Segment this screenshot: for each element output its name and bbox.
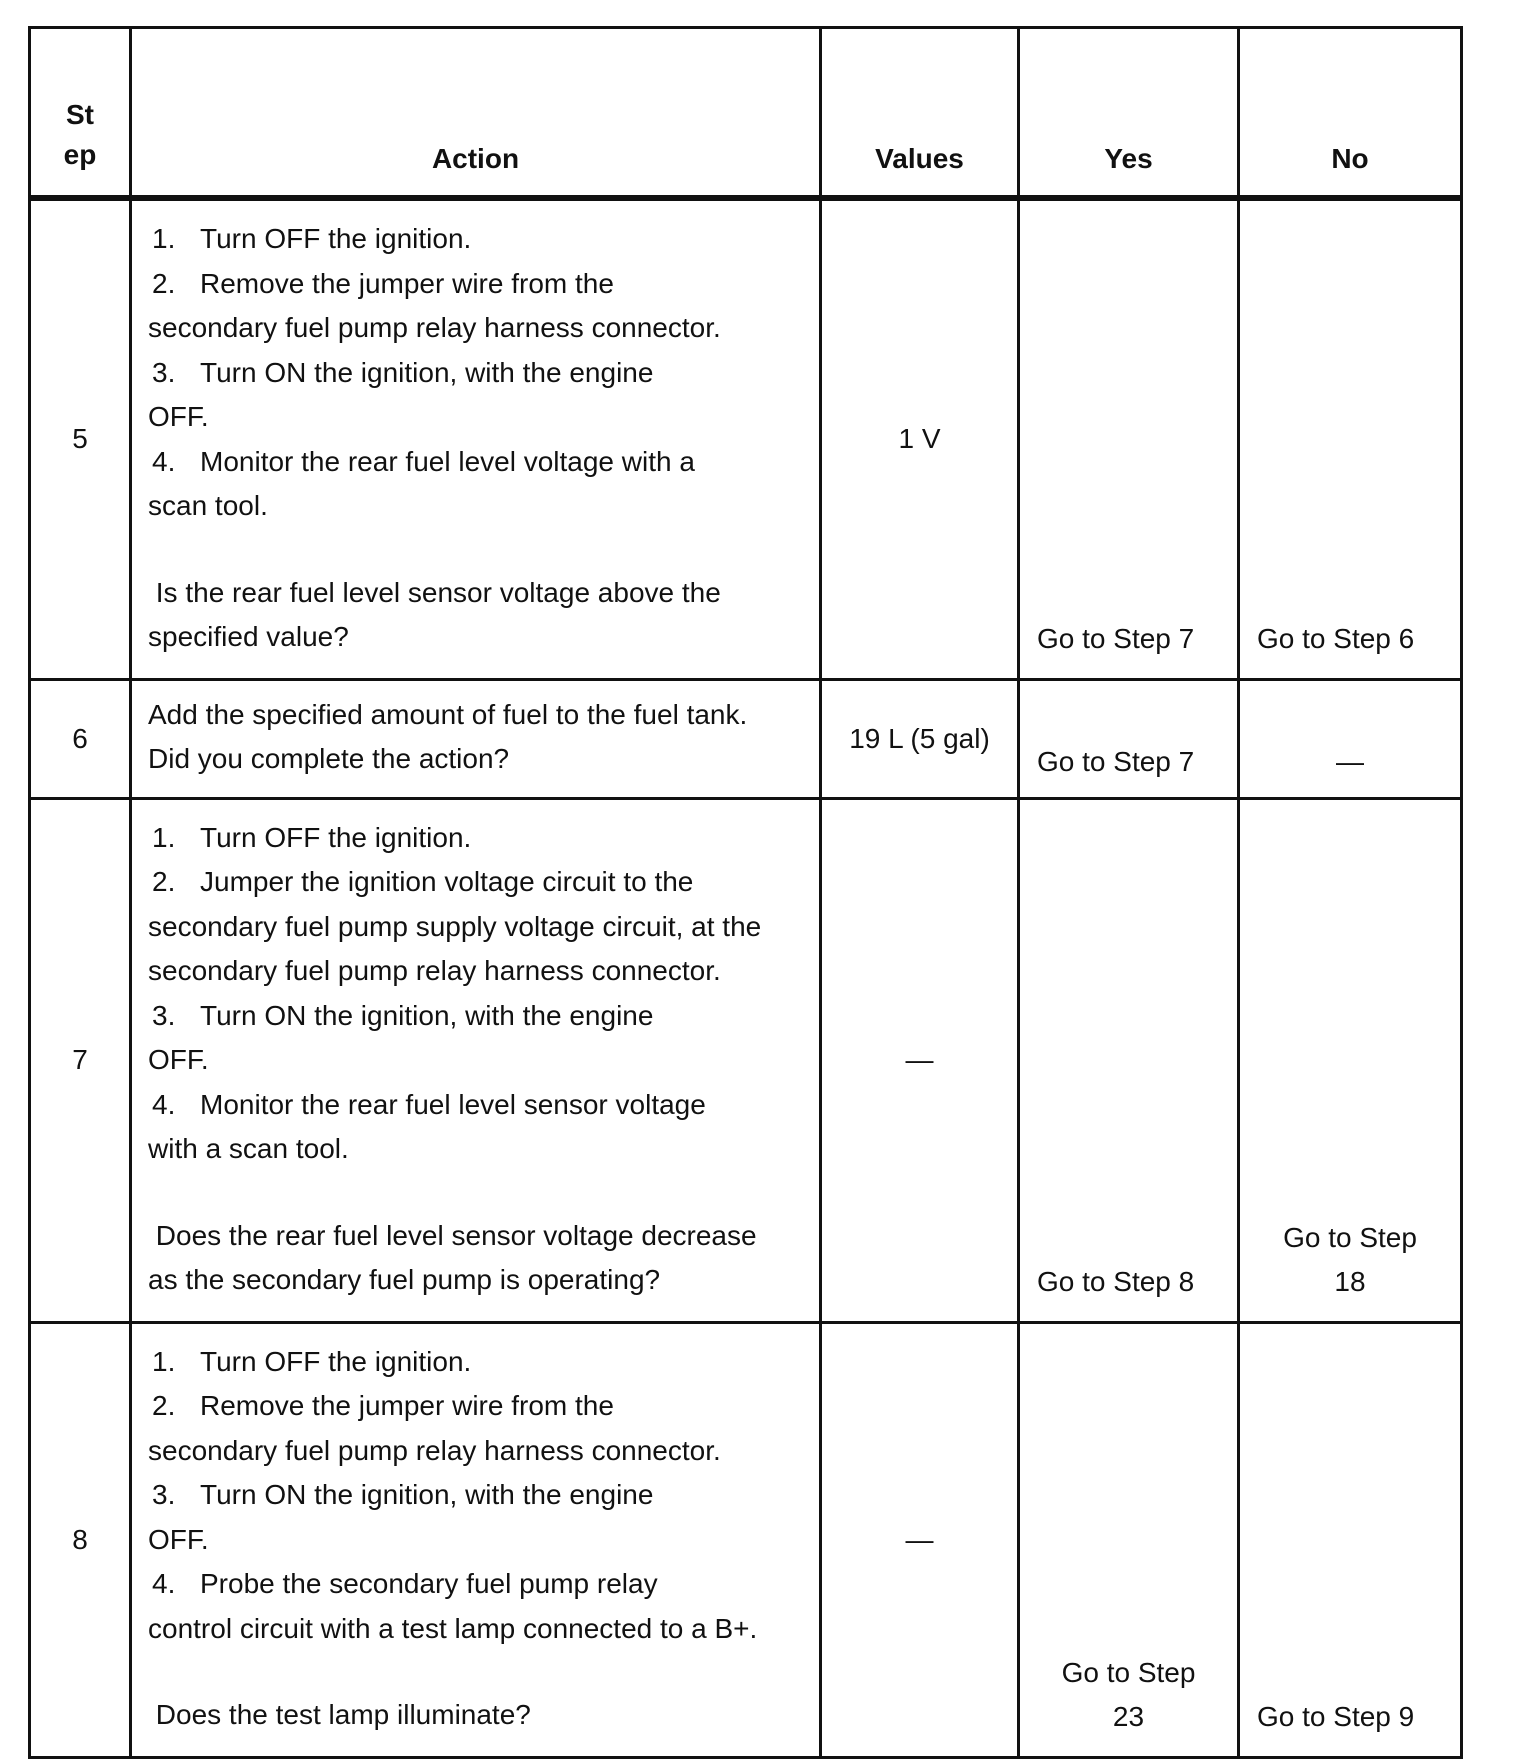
step-number: 6	[30, 679, 131, 798]
yes-cell: Go to Step 8	[1019, 798, 1239, 1322]
no-cell: Go to Step 9	[1239, 1322, 1462, 1757]
step-number: 7	[30, 798, 131, 1322]
no-cell: Go to Step 18	[1239, 798, 1462, 1322]
diagnostic-table	[28, 26, 1463, 1759]
action-cell: 1. Turn OFF the ignition. 2. Remove the jumper wire from the secondary fuel pump relay harness connector. 3. Turn ON the ignition, with the engine OFF. 4. Probe the secondary fuel pump relay control circuit with a test lamp connected to a B+. Does the test lamp illuminate?	[131, 1322, 821, 1757]
table-row	[30, 198, 1462, 679]
value-cell: —	[821, 1322, 1019, 1757]
header-step: St ep	[30, 28, 131, 199]
header-no: No	[1239, 28, 1462, 199]
question: Is the rear fuel level sensor voltage above the	[155, 576, 721, 608]
yes-cell: Go to Step 7	[1019, 198, 1239, 679]
step-number: 5	[30, 198, 131, 679]
yes-cell: Go to Step 7	[1019, 679, 1239, 798]
no-cell: —	[1239, 679, 1462, 798]
header-yes: Yes	[1019, 28, 1239, 199]
table-row	[30, 798, 1462, 1322]
question: Does the rear fuel level sensor voltage decrease	[155, 1219, 757, 1251]
no-cell: Go to Step 6	[1239, 198, 1462, 679]
table-row	[30, 1322, 1462, 1757]
header-action: Action	[131, 28, 821, 199]
value-cell: 1 V	[821, 198, 1019, 679]
step-number: 8	[30, 1322, 131, 1757]
value-cell: 19 L (5 gal)	[821, 679, 1019, 798]
yes-cell: Go to Step 23	[1019, 1322, 1239, 1757]
question: Does the test lamp illuminate?	[155, 1699, 531, 1730]
value-cell: —	[821, 798, 1019, 1322]
action-cell: Add the specified amount of fuel to the fuel tank. Did you complete the action?	[131, 679, 821, 798]
header-row	[30, 28, 1462, 199]
action-cell: 1. Turn OFF the ignition. 2. Remove the jumper wire from the secondary fuel pump relay harness connector. 3. Turn ON the ignition, with the engine OFF. 4. Monitor the rear fuel level voltage with a scan tool. Is the rear fuel level sensor voltage above the specified value?	[131, 198, 821, 679]
action-cell: 1. Turn OFF the ignition. 2. Jumper the ignition voltage circuit to the secondary fuel pump supply voltage circuit, at the secondary fuel pump relay harness connector. 3. Turn ON the ignition, with the engine OFF. 4. Monitor the rear fuel level sensor voltage with a scan tool. Does the rear fuel level sensor voltage decrease as the secondary fuel pump is operating?	[131, 798, 821, 1322]
table-row	[30, 679, 1462, 798]
header-values: Values	[821, 28, 1019, 199]
